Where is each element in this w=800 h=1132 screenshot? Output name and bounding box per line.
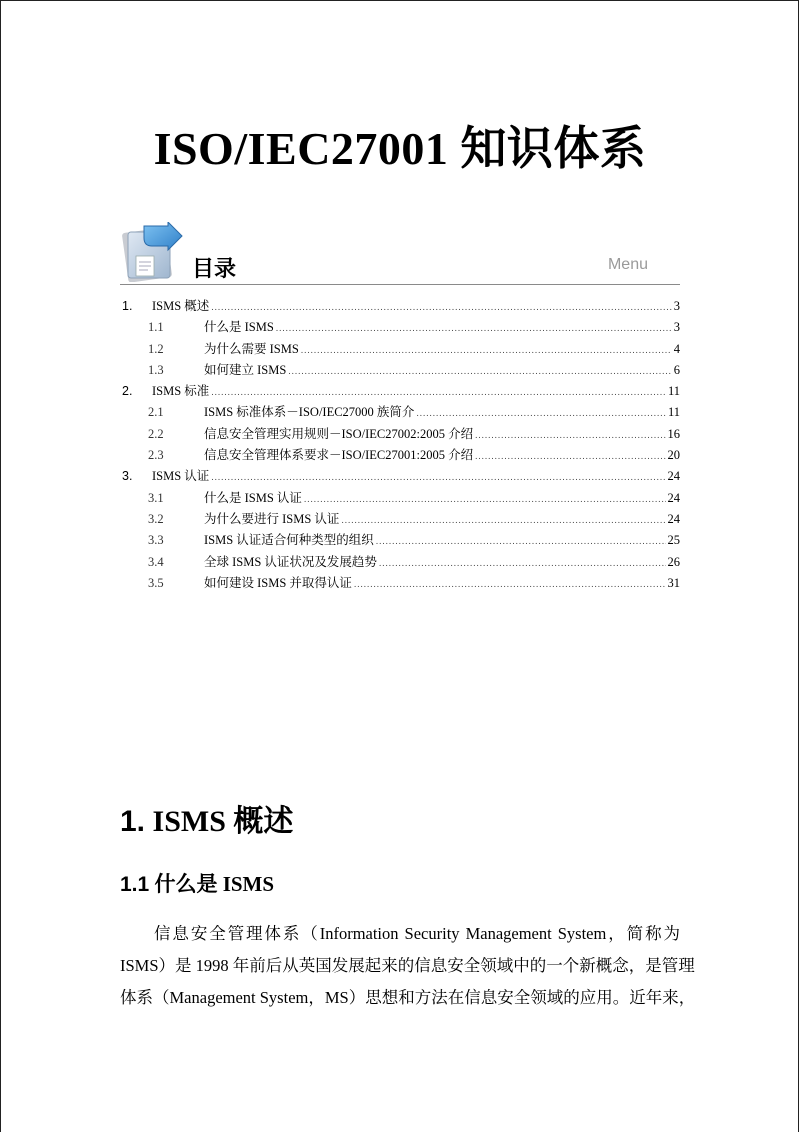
toc-entry-label: ISMS 认证适合何种类型的组织 — [204, 533, 374, 548]
toc-entry-page: 6 — [673, 362, 680, 377]
section-1-number: 1. — [120, 805, 146, 838]
toc-entry-label: 信息安全管理实用规则－ISO/IEC27002:2005 介绍 — [204, 426, 474, 441]
paragraph-line: 体系（Management System，MS）思想和方法在信息安全领域的应用。近年来， — [120, 988, 696, 1007]
toc-entry[interactable] — [120, 381, 680, 402]
toc-leader-dots — [304, 489, 666, 510]
section-1-1-heading — [120, 868, 274, 898]
toc-entry-number: 3.1 — [148, 490, 164, 505]
toc-leader-dots — [475, 425, 665, 446]
toc-leader-dots — [211, 382, 666, 403]
toc-leader-dots — [376, 531, 666, 552]
toc-entry-page: 24 — [667, 469, 680, 484]
toc-leader-dots — [341, 510, 665, 531]
toc-entry-page: 24 — [667, 511, 680, 526]
toc-leader-dots — [288, 361, 671, 382]
toc-entry[interactable] — [120, 445, 680, 466]
toc-entry[interactable] — [120, 573, 680, 594]
toc-entry[interactable] — [120, 552, 680, 573]
toc-entry-number: 2.2 — [148, 426, 164, 441]
toc-entry-page: 25 — [667, 533, 680, 548]
toc-entry-page: 4 — [673, 341, 680, 356]
toc-menu-label: Menu — [607, 256, 648, 273]
section-1-heading — [120, 796, 293, 840]
toc-entry-number: 3. — [122, 469, 133, 484]
toc-entry-label: ISMS 概述 — [152, 299, 210, 313]
toc-entry-label: 什么是 ISMS 认证 — [204, 490, 302, 505]
section-1-1-title: 什么是 ISMS — [154, 872, 275, 896]
toc-entry-label: 全球 ISMS 认证状况及发展趋势 — [204, 554, 377, 569]
toc-entry-label: 为什么需要 ISMS — [204, 341, 299, 356]
body-paragraph — [120, 918, 696, 1014]
toc-entry-label: ISMS 标准体系－ISO/IEC27000 族简介 — [204, 405, 415, 420]
toc-leader-dots — [475, 446, 665, 467]
toc-entry[interactable] — [120, 424, 680, 445]
section-1-title: ISMS 概述 — [152, 805, 294, 838]
toc-leader-dots — [416, 403, 666, 424]
toc-entry-page: 3 — [673, 320, 680, 335]
toc-entry-page: 16 — [667, 426, 680, 441]
toc-entry-label: 为什么要进行 ISMS 认证 — [204, 511, 340, 526]
toc-entry-page: 26 — [667, 554, 680, 569]
toc-entry-number: 3.5 — [148, 575, 164, 590]
toc-divider — [120, 284, 680, 285]
document-title: ISO/IEC27001 知识体系 — [153, 123, 647, 174]
toc-entry-number: 3.2 — [148, 511, 164, 526]
toc-entry-number: 3.4 — [148, 554, 164, 569]
toc-entry[interactable] — [120, 360, 680, 381]
toc-entry-label: 什么是 ISMS — [204, 320, 274, 335]
toc-entry-label: ISMS 认证 — [152, 469, 210, 484]
toc-entry-page: 20 — [667, 448, 680, 463]
toc-leader-dots — [354, 574, 666, 595]
toc-entry-number: 1.3 — [148, 362, 164, 377]
toc-entry-label: ISMS 标准 — [152, 384, 210, 399]
toc-leader-dots — [301, 340, 672, 361]
toc-entry-number: 1.1 — [148, 320, 164, 335]
toc-entry-number: 2. — [122, 384, 133, 399]
toc-entry[interactable] — [120, 402, 680, 423]
toc-entry-number: 1. — [122, 299, 133, 313]
toc-entry-label: 如何建立 ISMS — [204, 362, 287, 377]
toc-entry[interactable] — [120, 317, 680, 338]
toc-entry[interactable] — [120, 339, 680, 360]
toc-entry-number: 2.1 — [148, 405, 164, 420]
toc-entry-label: 如何建设 ISMS 并取得认证 — [204, 575, 352, 590]
toc-entry-number: 1.2 — [148, 341, 164, 356]
toc-entry[interactable] — [120, 296, 680, 317]
toc-entry-page: 11 — [667, 384, 680, 399]
document-arrow-icon — [122, 222, 184, 282]
toc-entry-label: 信息安全管理体系要求－ISO/IEC27001:2005 介绍 — [204, 448, 474, 463]
toc-leader-dots — [211, 467, 665, 488]
paragraph-line: ISMS）是 1998 年前后从英国发展起来的信息安全领域中的一个新概念，是管理 — [120, 956, 695, 975]
paragraph-line: 信息安全管理体系（Information Security Management System，简称为 — [154, 924, 680, 943]
toc-entry-number: 3.3 — [148, 533, 164, 548]
table-of-contents — [120, 296, 680, 594]
toc-leader-dots — [276, 318, 672, 339]
toc-header — [120, 222, 680, 286]
section-1-1-number: 1.1 — [120, 873, 150, 896]
toc-entry-page: 11 — [667, 405, 680, 420]
toc-leader-dots — [379, 553, 666, 574]
toc-leader-dots — [211, 297, 671, 318]
toc-entry[interactable] — [120, 530, 680, 551]
toc-entry-number: 2.3 — [148, 448, 164, 463]
toc-title: 目录 — [192, 257, 237, 282]
toc-entry[interactable] — [120, 466, 680, 487]
toc-entry-page: 3 — [673, 299, 680, 313]
toc-entry-page: 31 — [667, 575, 680, 590]
toc-entry-page: 24 — [667, 490, 680, 505]
toc-entry[interactable] — [120, 509, 680, 530]
toc-entry[interactable] — [120, 488, 680, 509]
